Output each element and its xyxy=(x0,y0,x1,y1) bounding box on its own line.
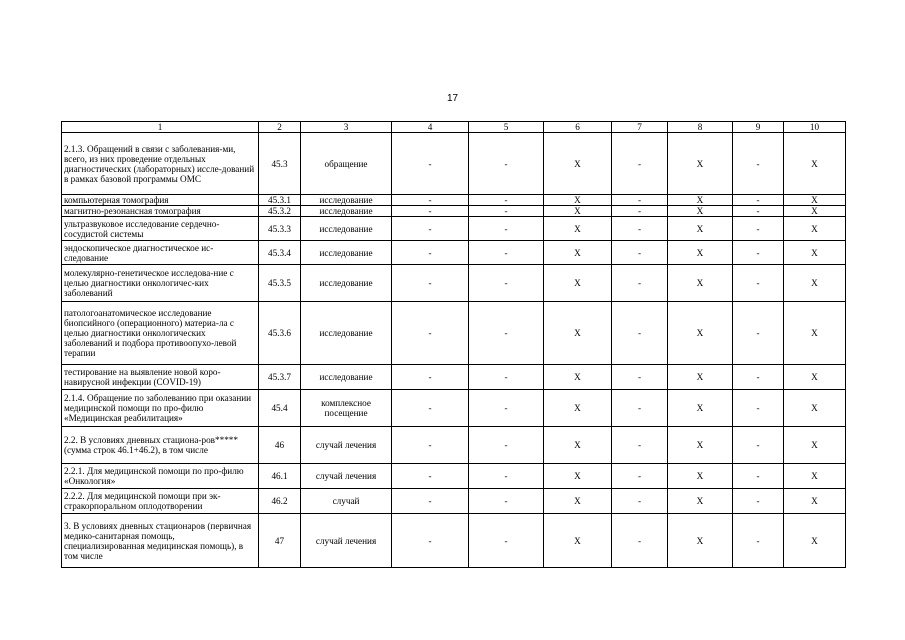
col-4-value: - xyxy=(392,514,469,568)
col-10-value: X xyxy=(784,489,846,514)
col-9-value: - xyxy=(733,217,784,241)
unit: исследование xyxy=(301,302,392,365)
row-code: 45.3.4 xyxy=(259,241,301,265)
col-10-value: X xyxy=(784,241,846,265)
col-10-value: X xyxy=(784,195,846,206)
row-name: молекулярно-генетическое исследова-ние с целью диагностики онкологичес-ких заболеваний xyxy=(62,265,259,302)
col-5-value: - xyxy=(469,489,544,514)
unit: исследование xyxy=(301,195,392,206)
col-8-value: X xyxy=(668,427,733,464)
col-5-value: - xyxy=(469,133,544,195)
row-code: 45.3.5 xyxy=(259,265,301,302)
col-7-value: - xyxy=(612,302,668,365)
table-row xyxy=(62,427,846,464)
unit: случай лечения xyxy=(301,514,392,568)
col-9-value: - xyxy=(733,390,784,427)
row-code: 45.3 xyxy=(259,133,301,195)
col-4-value: - xyxy=(392,195,469,206)
unit: исследование xyxy=(301,365,392,390)
row-name: 3. В условиях дневных стационаров (первичная медико-санитарная помощь, специализированная медицинская помощь), в том числе xyxy=(62,514,259,568)
row-code: 46 xyxy=(259,427,301,464)
col-7-value: - xyxy=(612,390,668,427)
table-body xyxy=(62,122,846,568)
row-code: 45.3.6 xyxy=(259,302,301,365)
column-header: 3 xyxy=(301,122,392,133)
col-8-value: X xyxy=(668,464,733,489)
col-9-value: - xyxy=(733,206,784,217)
row-name: компьютерная томография xyxy=(62,195,259,206)
table-row xyxy=(62,365,846,390)
col-8-value: X xyxy=(668,302,733,365)
col-8-value: X xyxy=(668,489,733,514)
col-7-value: - xyxy=(612,217,668,241)
row-name: 2.2.1. Для медицинской помощи по про-филю «Онкология» xyxy=(62,464,259,489)
col-7-value: - xyxy=(612,195,668,206)
col-4-value: - xyxy=(392,302,469,365)
row-name: магнитно-резонансная томография xyxy=(62,206,259,217)
table-row xyxy=(62,241,846,265)
col-8-value: X xyxy=(668,365,733,390)
col-6-value: X xyxy=(544,217,612,241)
col-6-value: X xyxy=(544,464,612,489)
col-5-value: - xyxy=(469,195,544,206)
row-name: 2.1.3. Обращений в связи с заболевания-ми, всего, из них проведение отдельных диагностических (лабораторных) иссле-дований в рамках базовой программы ОМС xyxy=(62,133,259,195)
unit: исследование xyxy=(301,206,392,217)
col-5-value: - xyxy=(469,514,544,568)
col-9-value: - xyxy=(733,514,784,568)
data-table xyxy=(61,121,846,568)
row-name: тестирование на выявление новой коро-навирусной инфекции (COVID-19) xyxy=(62,365,259,390)
col-6-value: X xyxy=(544,302,612,365)
col-6-value: X xyxy=(544,390,612,427)
row-code: 45.3.2 xyxy=(259,206,301,217)
row-code: 46.1 xyxy=(259,464,301,489)
row-name: 2.2.2. Для медицинской помощи при эк-стракорпоральном оплодотворении xyxy=(62,489,259,514)
col-4-value: - xyxy=(392,427,469,464)
table-row xyxy=(62,133,846,195)
col-6-value: X xyxy=(544,365,612,390)
col-4-value: - xyxy=(392,241,469,265)
column-header: 6 xyxy=(544,122,612,133)
col-5-value: - xyxy=(469,206,544,217)
col-7-value: - xyxy=(612,241,668,265)
unit: случай лечения xyxy=(301,427,392,464)
col-7-value: - xyxy=(612,365,668,390)
row-name: эндоскопическое диагностическое ис-следование xyxy=(62,241,259,265)
unit: обращение xyxy=(301,133,392,195)
row-code: 45.3.7 xyxy=(259,365,301,390)
column-header: 2 xyxy=(259,122,301,133)
col-7-value: - xyxy=(612,427,668,464)
col-8-value: X xyxy=(668,390,733,427)
col-5-value: - xyxy=(469,464,544,489)
col-10-value: X xyxy=(784,265,846,302)
row-name: 2.2. В условиях дневных стациона-ров***** (сумма строк 46.1+46.2), в том числе xyxy=(62,427,259,464)
column-header: 1 xyxy=(62,122,259,133)
table-row xyxy=(62,464,846,489)
col-8-value: X xyxy=(668,265,733,302)
col-10-value: X xyxy=(784,365,846,390)
col-9-value: - xyxy=(733,427,784,464)
col-7-value: - xyxy=(612,206,668,217)
column-header: 10 xyxy=(784,122,846,133)
column-header: 8 xyxy=(668,122,733,133)
table-row xyxy=(62,390,846,427)
col-5-value: - xyxy=(469,302,544,365)
table-row xyxy=(62,489,846,514)
row-code: 46.2 xyxy=(259,489,301,514)
col-9-value: - xyxy=(733,133,784,195)
table-row xyxy=(62,302,846,365)
page-number: 17 xyxy=(446,93,459,104)
col-6-value: X xyxy=(544,195,612,206)
unit: исследование xyxy=(301,217,392,241)
col-10-value: X xyxy=(784,133,846,195)
col-4-value: - xyxy=(392,489,469,514)
col-9-value: - xyxy=(733,302,784,365)
col-4-value: - xyxy=(392,365,469,390)
column-header: 5 xyxy=(469,122,544,133)
row-code: 47 xyxy=(259,514,301,568)
col-7-value: - xyxy=(612,265,668,302)
col-8-value: X xyxy=(668,206,733,217)
col-9-value: - xyxy=(733,265,784,302)
col-6-value: X xyxy=(544,489,612,514)
unit: случай лечения xyxy=(301,464,392,489)
col-6-value: X xyxy=(544,514,612,568)
col-4-value: - xyxy=(392,390,469,427)
col-4-value: - xyxy=(392,265,469,302)
table-row xyxy=(62,265,846,302)
col-4-value: - xyxy=(392,464,469,489)
col-4-value: - xyxy=(392,133,469,195)
col-8-value: X xyxy=(668,195,733,206)
col-7-value: - xyxy=(612,514,668,568)
col-5-value: - xyxy=(469,265,544,302)
table-row xyxy=(62,195,846,206)
col-10-value: X xyxy=(784,427,846,464)
col-9-value: - xyxy=(733,464,784,489)
col-8-value: X xyxy=(668,241,733,265)
col-10-value: X xyxy=(784,514,846,568)
col-6-value: X xyxy=(544,265,612,302)
row-name: 2.1.4. Обращение по заболеванию при оказании медицинской помощи по про-филю «Медицинская реабилитация» xyxy=(62,390,259,427)
col-6-value: X xyxy=(544,241,612,265)
col-8-value: X xyxy=(668,514,733,568)
col-9-value: - xyxy=(733,195,784,206)
row-code: 45.3.1 xyxy=(259,195,301,206)
header-row xyxy=(62,122,846,133)
row-code: 45.3.3 xyxy=(259,217,301,241)
col-6-value: X xyxy=(544,133,612,195)
table-row xyxy=(62,206,846,217)
col-10-value: X xyxy=(784,390,846,427)
table-row xyxy=(62,217,846,241)
row-name: патологоанатомическое исследование биопсийного (операционного) материа-ла с целью диагностики онкологических заболеваний и подбора противоопухо-левой терапии xyxy=(62,302,259,365)
col-5-value: - xyxy=(469,217,544,241)
column-header: 7 xyxy=(612,122,668,133)
column-header: 4 xyxy=(392,122,469,133)
unit: исследование xyxy=(301,265,392,302)
col-9-value: - xyxy=(733,365,784,390)
col-7-value: - xyxy=(612,464,668,489)
table-row xyxy=(62,514,846,568)
col-5-value: - xyxy=(469,241,544,265)
col-9-value: - xyxy=(733,241,784,265)
row-code: 45.4 xyxy=(259,390,301,427)
col-10-value: X xyxy=(784,464,846,489)
unit: случай xyxy=(301,489,392,514)
col-4-value: - xyxy=(392,217,469,241)
col-7-value: - xyxy=(612,489,668,514)
col-9-value: - xyxy=(733,489,784,514)
col-10-value: X xyxy=(784,302,846,365)
col-8-value: X xyxy=(668,217,733,241)
col-5-value: - xyxy=(469,427,544,464)
row-name: ультразвуковое исследование сердечно-сосудистой системы xyxy=(62,217,259,241)
col-10-value: X xyxy=(784,217,846,241)
col-6-value: X xyxy=(544,206,612,217)
col-7-value: - xyxy=(612,133,668,195)
col-5-value: - xyxy=(469,365,544,390)
col-8-value: X xyxy=(668,133,733,195)
column-header: 9 xyxy=(733,122,784,133)
col-10-value: X xyxy=(784,206,846,217)
col-6-value: X xyxy=(544,427,612,464)
col-5-value: - xyxy=(469,390,544,427)
unit: комплексное посещение xyxy=(301,390,392,427)
col-4-value: - xyxy=(392,206,469,217)
unit: исследование xyxy=(301,241,392,265)
